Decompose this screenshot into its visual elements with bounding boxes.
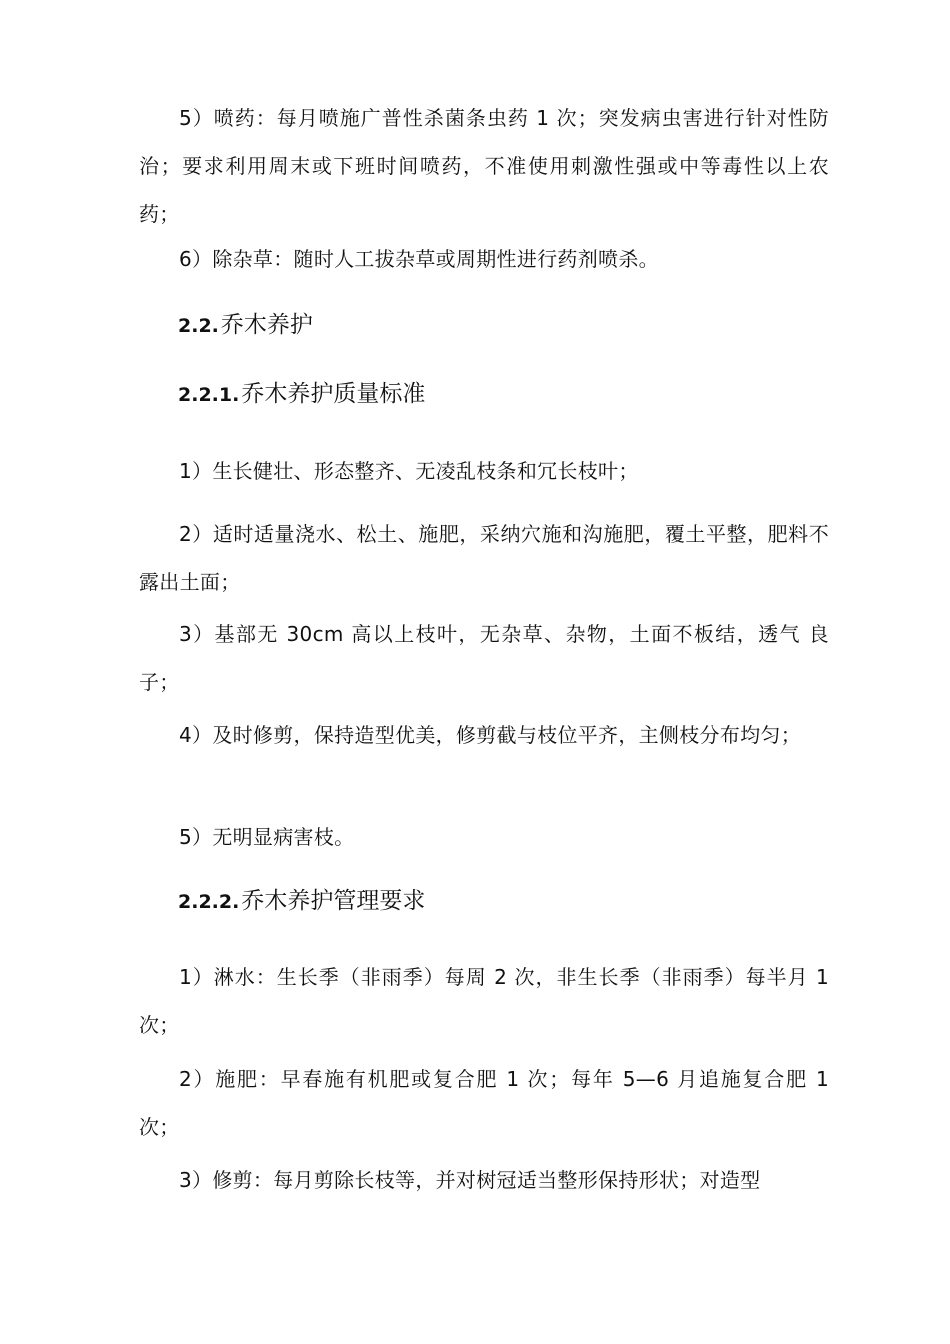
requirement-item-3: 3）修剪：每月剪除长枝等，并对树冠适当整形保持形状；对造型 [179,1168,761,1192]
paragraph-spraying: 5）喷药：每月喷施广普性杀菌条虫药 1 次；突发病虫害进行针对性防治；要求利用周末或下班时间喷药，不准使用刺激性强或中等毒性以上农药； [139,106,829,226]
heading-number: 2.2.1. [178,384,240,406]
heading-tree-maintenance [178,305,313,346]
heading-title: 乔木养护质量标准 [241,381,426,407]
heading-title: 乔木养护 [220,312,313,338]
heading-management-requirements [178,881,425,922]
standard-item-3: 3）基部无 30cm 高以上枝叶，无杂草、杂物，土面不板结，透气 良子； [139,622,829,694]
heading-quality-standard [178,374,425,415]
heading-number: 2.2.2. [178,891,240,913]
heading-number: 2.2. [178,315,219,337]
standard-item-2: 2）适时适量浇水、松土、施肥，采纳穴施和沟施肥，覆土平整，肥料不露出土面； [139,522,829,594]
standard-item-4: 4）及时修剪，保持造型优美，修剪截与枝位平齐，主侧枝分布均匀； [179,723,802,747]
requirement-item-2: 2）施肥：早春施有机肥或复合肥 1 次；每年 5—6 月追施复合肥 1 次； [139,1067,829,1139]
standard-item-1: 1）生长健壮、形态整齐、无凌乱枝条和冗长枝叶； [179,459,639,483]
paragraph-weeding: 6）除杂草：随时人工拔杂草或周期性进行药剂喷杀。 [179,247,659,271]
standard-item-5: 5）无明显病害枝。 [179,825,355,849]
heading-title: 乔木养护管理要求 [241,888,426,914]
requirement-item-1: 1）淋水：生长季（非雨季）每周 2 次，非生长季（非雨季）每半月 1 次； [139,965,829,1037]
